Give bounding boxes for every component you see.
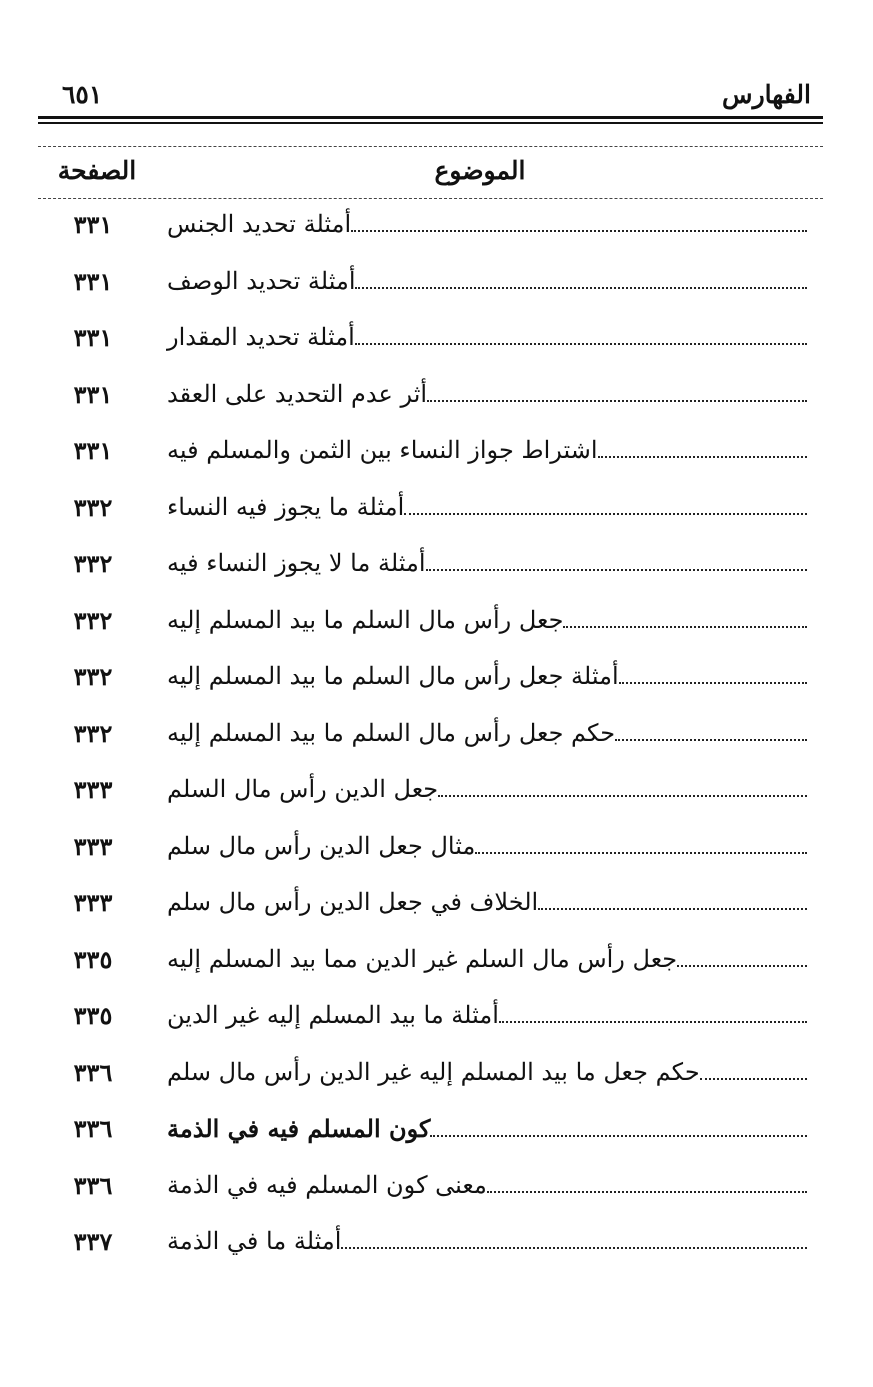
index-entry [0, 1223, 873, 1280]
entry-title: أمثلة تحديد الوصف [167, 266, 356, 295]
dot-leader [426, 569, 807, 571]
index-entry [0, 828, 873, 885]
entry-page-number: ٣٣٣ [73, 888, 113, 917]
entry-page-number: ٣٣٦ [73, 1114, 113, 1143]
index-entry [0, 432, 873, 489]
dot-leader [499, 1021, 807, 1023]
index-entry [0, 771, 873, 828]
entry-title: الخلاف في جعل الدين رأس مال سلم [167, 888, 539, 916]
index-entry [0, 1110, 873, 1167]
entry-body [159, 380, 809, 408]
column-header-page: الصفحة [57, 156, 137, 185]
entry-title: اشتراط جواز النساء بين الثمن والمسلم فيه [167, 436, 598, 464]
entry-page-number: ٣٣٦ [73, 1057, 113, 1087]
index-entry [0, 263, 873, 320]
entry-title: أمثلة تحديد الجنس [167, 210, 352, 238]
dot-leader [355, 343, 807, 345]
entry-body [159, 606, 809, 634]
header-dashed-rule [38, 146, 823, 147]
dot-leader [677, 965, 807, 967]
dot-leader [341, 1247, 807, 1249]
entry-page-number: ٣٣٢ [73, 605, 113, 635]
entry-page-number: ٣٣٢ [73, 662, 113, 691]
entry-title: أمثلة جعل رأس مال السلم ما بيد المسلم إليه [167, 662, 619, 690]
entry-title: حكم جعل ما بيد المسلم إليه غير الدين رأس مال سلم [167, 1057, 700, 1086]
index-entry [0, 941, 873, 998]
entry-page-number: ٣٣١ [73, 379, 113, 409]
index-entry [0, 489, 873, 546]
index-entry [0, 997, 873, 1054]
entry-page-number: ٣٣٢ [73, 718, 113, 748]
entry-page-number: ٣٣٣ [73, 775, 113, 804]
entry-title: كون المسلم فيه في الذمة [167, 1114, 431, 1143]
entry-body [159, 1227, 809, 1255]
entry-body [159, 662, 809, 690]
dot-leader [487, 1191, 807, 1193]
index-entry [0, 715, 873, 772]
entry-page-number: ٣٣١ [73, 436, 113, 465]
index-entry [0, 545, 873, 602]
entry-body [159, 210, 809, 238]
dot-leader [615, 739, 807, 741]
entry-title: أمثلة ما يجوز فيه النساء [167, 492, 405, 521]
entry-title: مثال جعل الدين رأس مال سلم [167, 831, 476, 860]
entry-page-number: ٣٣٥ [73, 944, 113, 974]
entry-body [159, 888, 809, 916]
dot-leader [355, 287, 807, 289]
entry-page-number: ٣٣٢ [73, 492, 113, 522]
entry-page-number: ٣٣٧ [73, 1227, 113, 1256]
header-rule-top [38, 116, 823, 119]
entry-title: جعل رأس مال السلم غير الدين مما بيد المسلم إليه [167, 944, 678, 973]
index-entry [0, 1054, 873, 1111]
entry-title: معنى كون المسلم فيه في الذمة [167, 1170, 487, 1199]
column-header-topic: الموضوع [434, 156, 526, 185]
entry-title: حكم جعل رأس مال السلم ما بيد المسلم إليه [167, 718, 616, 747]
entry-title: جعل رأس مال السلم ما بيد المسلم إليه [167, 605, 564, 634]
entry-title: أمثلة تحديد المقدار [167, 323, 355, 351]
dot-leader [404, 513, 807, 515]
entry-body [159, 1171, 809, 1199]
dot-leader [563, 626, 807, 628]
entry-title: أمثلة ما في الذمة [167, 1227, 342, 1255]
entry-body [159, 549, 809, 577]
entry-body [159, 719, 809, 747]
index-entry [0, 658, 873, 715]
running-title: الفهارس [722, 80, 811, 109]
dot-leader [619, 682, 807, 684]
dot-leader [475, 852, 807, 854]
dot-leader [438, 795, 807, 797]
header-rule-bottom [38, 122, 823, 124]
index-entry [0, 206, 873, 263]
entry-body [159, 436, 809, 464]
entry-page-number: ٣٣٣ [73, 831, 113, 861]
dot-leader [430, 1135, 807, 1137]
entry-title: جعل الدين رأس مال السلم [167, 775, 439, 803]
entry-body [159, 323, 809, 351]
entry-body [159, 1058, 809, 1086]
index-entry [0, 376, 873, 433]
entry-body [159, 945, 809, 973]
index-entry [0, 319, 873, 376]
entry-body [159, 1114, 809, 1143]
entry-body [159, 493, 809, 521]
dot-leader [538, 908, 807, 910]
entry-page-number: ٣٣٢ [73, 549, 113, 578]
entry-page-number: ٣٣١ [73, 266, 113, 296]
entry-page-number: ٣٣٥ [73, 1001, 113, 1030]
entry-title: أمثلة ما لا يجوز النساء فيه [167, 549, 426, 577]
columns-dashed-rule [38, 198, 823, 199]
index-entry [0, 1167, 873, 1224]
index-entry [0, 884, 873, 941]
dot-leader [427, 400, 807, 402]
entry-page-number: ٣٣١ [73, 210, 113, 239]
index-entries [0, 206, 873, 1280]
entry-page-number: ٣٣١ [73, 323, 113, 352]
entry-body [159, 267, 809, 295]
entry-body [159, 775, 809, 803]
entry-body [159, 1001, 809, 1029]
entry-title: أمثلة ما بيد المسلم إليه غير الدين [167, 1001, 499, 1029]
dot-leader [351, 230, 807, 232]
index-entry [0, 602, 873, 659]
page-number: ٦٥١ [62, 80, 103, 109]
entry-body [159, 832, 809, 860]
entry-title: أثر عدم التحديد على العقد [167, 379, 428, 408]
dot-leader [598, 456, 807, 458]
entry-page-number: ٣٣٦ [73, 1170, 113, 1200]
dot-leader [700, 1078, 807, 1080]
